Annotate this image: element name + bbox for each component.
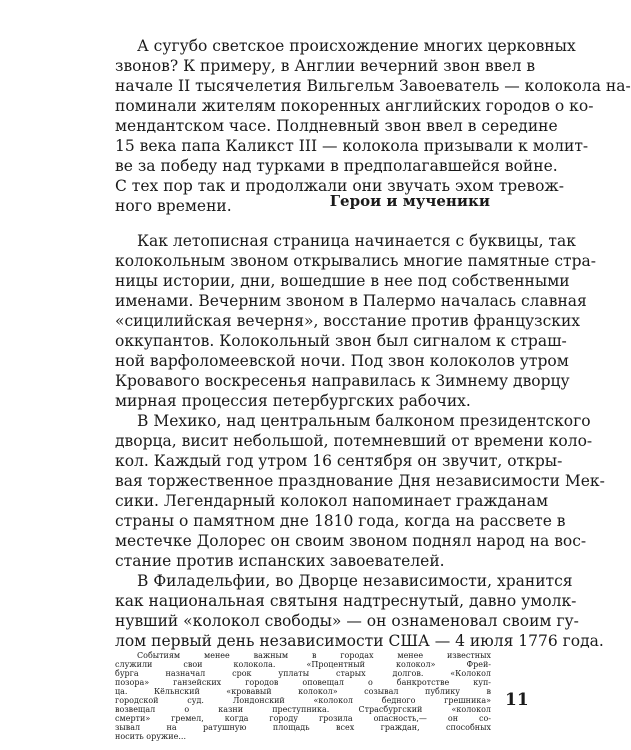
text-line: служили свои колокола. «Процентный колокол» Фрей-: [115, 660, 491, 669]
text-line: местечке Долорес он своим звоном поднял народ на вос-: [115, 532, 587, 550]
text-line: звонов? К примеру, в Англии вечерний звон ввел в: [115, 57, 536, 75]
text-line: С тех пор так и продолжали они звучать эхом тревож-: [115, 177, 564, 195]
text-line: стание против испанских завоевателей.: [115, 552, 445, 570]
text-line: именами. Вечерним звоном в Палермо началась славная: [115, 292, 587, 310]
text-line: смерти» гремел, когда городу грозила опасность,— он со-: [115, 714, 491, 723]
text-line: дворца, висит небольшой, потемневший от времени коло-: [115, 432, 593, 450]
text-line: вая торжественное празднование Дня независимости Мек-: [115, 472, 605, 490]
text-line: возвещал о казни преступника. Страсбургский «колокол: [115, 705, 491, 714]
text-line: оккупантов. Колокольный звон был сигналом к страш-: [115, 332, 567, 350]
text-line: начале II тысячелетия Вильгельм Завоеватель — колокола на-: [115, 77, 631, 95]
text-line: Событиям менее важным в городах менее известных: [137, 651, 491, 660]
text-line: как национальная святыня надтреснутый, давно умолк-: [115, 592, 577, 610]
section-heading: Герои и мученики: [329, 192, 490, 210]
text-line: «сицилийская вечерня», восстание против французских: [115, 312, 581, 330]
text-line: нувший «колокол свободы» — он ознаменовал своим гу-: [115, 612, 579, 630]
text-line: мендантском часе. Полдневный звон ввел в середине: [115, 117, 558, 135]
text-line: Кровавого воскресенья направилась к Зимнему дворцу: [115, 372, 570, 390]
text-line: Как летописная страница начинается с буквицы, так: [137, 232, 576, 250]
text-line: 15 века папа Каликст III — колокола призывали к молит-: [115, 137, 589, 155]
text-line: А сугубо светское происхождение многих церковных: [137, 37, 576, 55]
page-number: 11: [505, 690, 529, 710]
text-line: В Мехико, над центральным балконом президентского: [137, 412, 591, 430]
text-line: В Филадельфии, во Дворце независимости, хранится: [137, 572, 573, 590]
text-line: ца. Кёльнский «кровавый колокол» созывал публику в: [115, 687, 491, 696]
text-line: ного времени.: [115, 197, 232, 215]
text-line: кол. Каждый год утром 16 сентября он звучит, откры-: [115, 452, 563, 470]
text-line: городской суд. Лондонский «колокол бедного грешника»: [115, 696, 491, 705]
text-line: лом первый день независимости США — 4 июля 1776 года.: [115, 632, 604, 650]
text-line: зывал на ратушную площадь всех граждан, способных: [115, 723, 491, 732]
text-line: бурга назначал срок уплаты старых долгов. «Колокол: [115, 669, 491, 678]
text-line: ной варфоломеевской ночи. Под звон колоколов утром: [115, 352, 569, 370]
text-line: страны о памятном дне 1810 года, когда на рассвете в: [115, 512, 566, 530]
text-line: поминали жителям покоренных английских городов о ко-: [115, 97, 594, 115]
text-line: ницы истории, дни, вошедшие в нее под собственными: [115, 272, 570, 290]
text-line: сики. Легендарный колокол напоминает гражданам: [115, 492, 549, 510]
text-line: ве за победу над турками в предполагавшейся войне.: [115, 157, 558, 175]
text-line: позора» ганзейских городов оповещал о банкротстве куп-: [115, 678, 491, 687]
text-line: колокольным звоном открывались многие памятные стра-: [115, 252, 597, 270]
text-line: носить оружие...: [115, 732, 186, 741]
text-line: мирная процессия петербургских рабочих.: [115, 392, 471, 410]
